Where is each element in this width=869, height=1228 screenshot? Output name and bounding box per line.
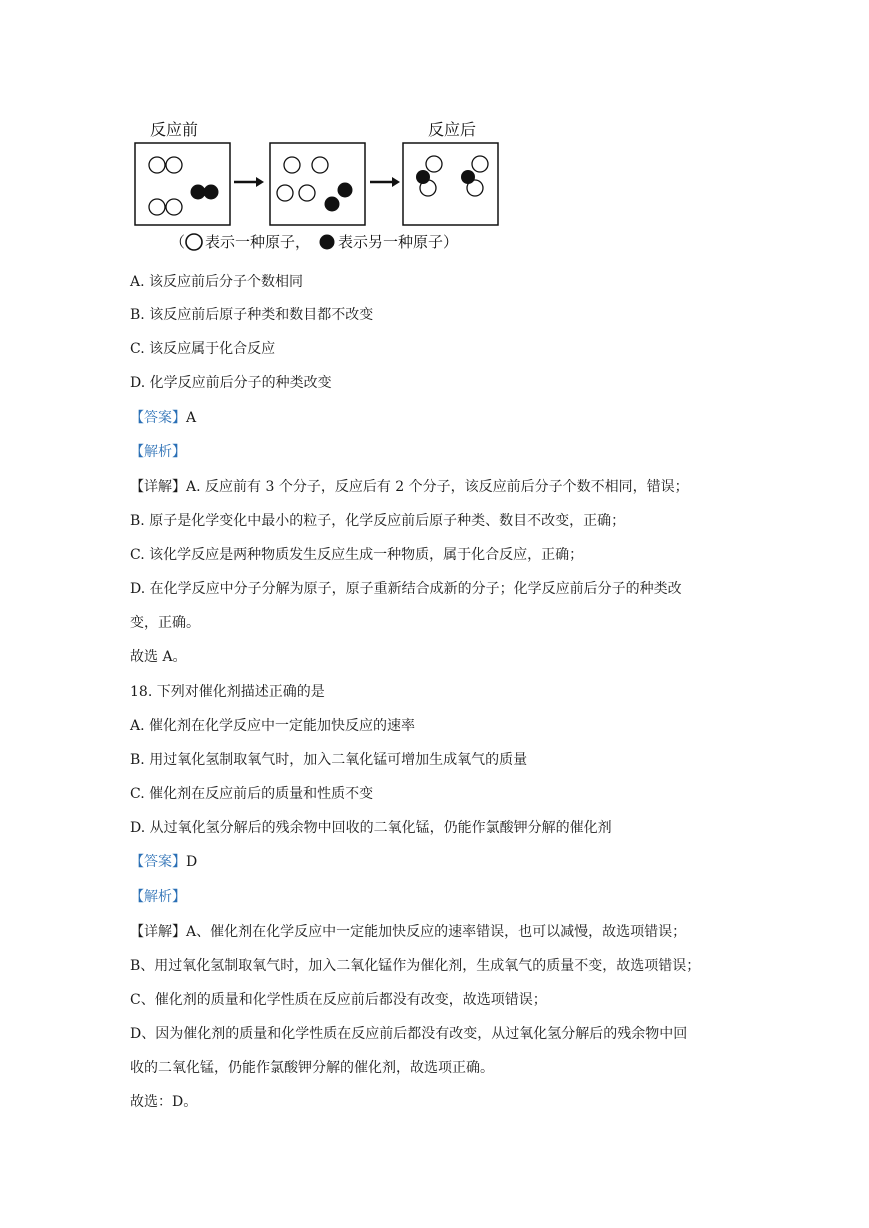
- legend-filled-atom-icon: [320, 235, 335, 250]
- answer-value: D: [186, 854, 198, 870]
- box-middle: [270, 143, 365, 225]
- detail-text: A、催化剂在化学反应中一定能加快反应的速率错误，也可以减慢，故选项错误；: [186, 924, 687, 940]
- analysis-tag: 【解析】: [130, 444, 186, 460]
- q18-detail-line: 收的二氧化锰，仍能作氯酸钾分解的催化剂，故选项正确。: [130, 1060, 494, 1076]
- q18-detail-line: B、用过氧化氢制取氧气时，加入二氧化锰作为催化剂，生成氧气的质量不变，故选项错误；: [130, 958, 701, 974]
- label-after: 反应后: [428, 120, 477, 139]
- open-atom: [472, 156, 488, 172]
- open-atom: [312, 157, 328, 173]
- open-atom: [149, 157, 165, 173]
- detail-tag: 【详解】: [130, 924, 186, 940]
- open-atom: [277, 185, 293, 201]
- open-atom: [166, 157, 182, 173]
- q17-analysis-heading: [130, 442, 186, 462]
- box-after: [403, 143, 498, 225]
- reaction-diagram: [130, 115, 510, 260]
- q17-option-c: C. 该反应属于化合反应: [130, 341, 276, 357]
- filled-atom: [191, 185, 206, 200]
- answer-value: A: [186, 410, 197, 426]
- legend-open-paren: （: [170, 233, 186, 251]
- q18-detail-line: D、因为催化剂的质量和化学性质在反应前后都没有改变，从过氧化氢分解后的残余物中回: [130, 1026, 688, 1042]
- reaction-diagram-svg: [130, 115, 510, 260]
- box-before: [135, 143, 230, 225]
- open-atom: [284, 157, 300, 173]
- filled-atom: [204, 185, 219, 200]
- q17-conclusion: 故选 A。: [130, 649, 187, 665]
- legend-open-atom-icon: [186, 234, 202, 250]
- q17-option-b: B. 该反应前后原子种类和数目都不改变: [130, 307, 374, 323]
- filled-atom: [338, 183, 353, 198]
- analysis-tag: 【解析】: [130, 889, 186, 905]
- q18-conclusion: 故选：D。: [130, 1094, 198, 1110]
- detail-tag: 【详解】: [130, 479, 186, 495]
- filled-atom: [325, 197, 340, 212]
- open-atom: [426, 156, 442, 172]
- q18-detail-line: [130, 922, 686, 942]
- q17-detail-line: 变，正确。: [130, 615, 200, 631]
- q17-detail-line: C. 该化学反应是两种物质发生反应生成一种物质，属于化合反应，正确；: [130, 547, 584, 563]
- q18-option-c: C. 催化剂在反应前后的质量和性质不变: [130, 786, 374, 802]
- filled-atom: [416, 170, 430, 184]
- q17-detail-line: D. 在化学反应中分子分解为原子，原子重新结合成新的分子；化学反应前后分子的种类改: [130, 581, 682, 597]
- q18-analysis-heading: [130, 887, 186, 907]
- open-atom: [149, 199, 165, 215]
- q17-detail-line: B. 原子是化学变化中最小的粒子，化学反应前后原子种类、数目不改变，正确；: [130, 513, 626, 529]
- filled-atom: [461, 170, 475, 184]
- open-atom: [299, 185, 315, 201]
- legend-filled-text: 表示另一种原子）: [338, 233, 459, 251]
- detail-text: A. 反应前有 3 个分子，反应后有 2 个分子，该反应前后分子个数不相同，错误；: [186, 479, 689, 495]
- answer-tag: 【答案】: [130, 410, 186, 426]
- open-atom: [166, 199, 182, 215]
- q18-option-d: D. 从过氧化氢分解后的残余物中回收的二氧化锰，仍能作氯酸钾分解的催化剂: [130, 820, 612, 836]
- q18-detail-line: C、催化剂的质量和化学性质在反应前后都没有改变，故选项错误；: [130, 992, 547, 1008]
- answer-tag: 【答案】: [130, 854, 186, 870]
- q18-stem: 18. 下列对催化剂描述正确的是: [130, 684, 325, 700]
- q17-option-a: A. 该反应前后分子个数相同: [130, 274, 304, 290]
- q18-answer: [130, 852, 197, 872]
- label-before: 反应前: [150, 120, 199, 139]
- arrow-head: [256, 177, 264, 187]
- legend-open-text: 表示一种原子，: [205, 233, 311, 251]
- q18-option-b: B. 用过氧化氢制取氧气时，加入二氧化锰可增加生成氧气的质量: [130, 752, 528, 768]
- q17-detail-line: [130, 477, 689, 497]
- q17-option-d: D. 化学反应前后分子的种类改变: [130, 375, 332, 391]
- arrow-head: [392, 177, 400, 187]
- q18-option-a: A. 催化剂在化学反应中一定能加快反应的速率: [130, 718, 416, 734]
- q17-answer: [130, 408, 196, 428]
